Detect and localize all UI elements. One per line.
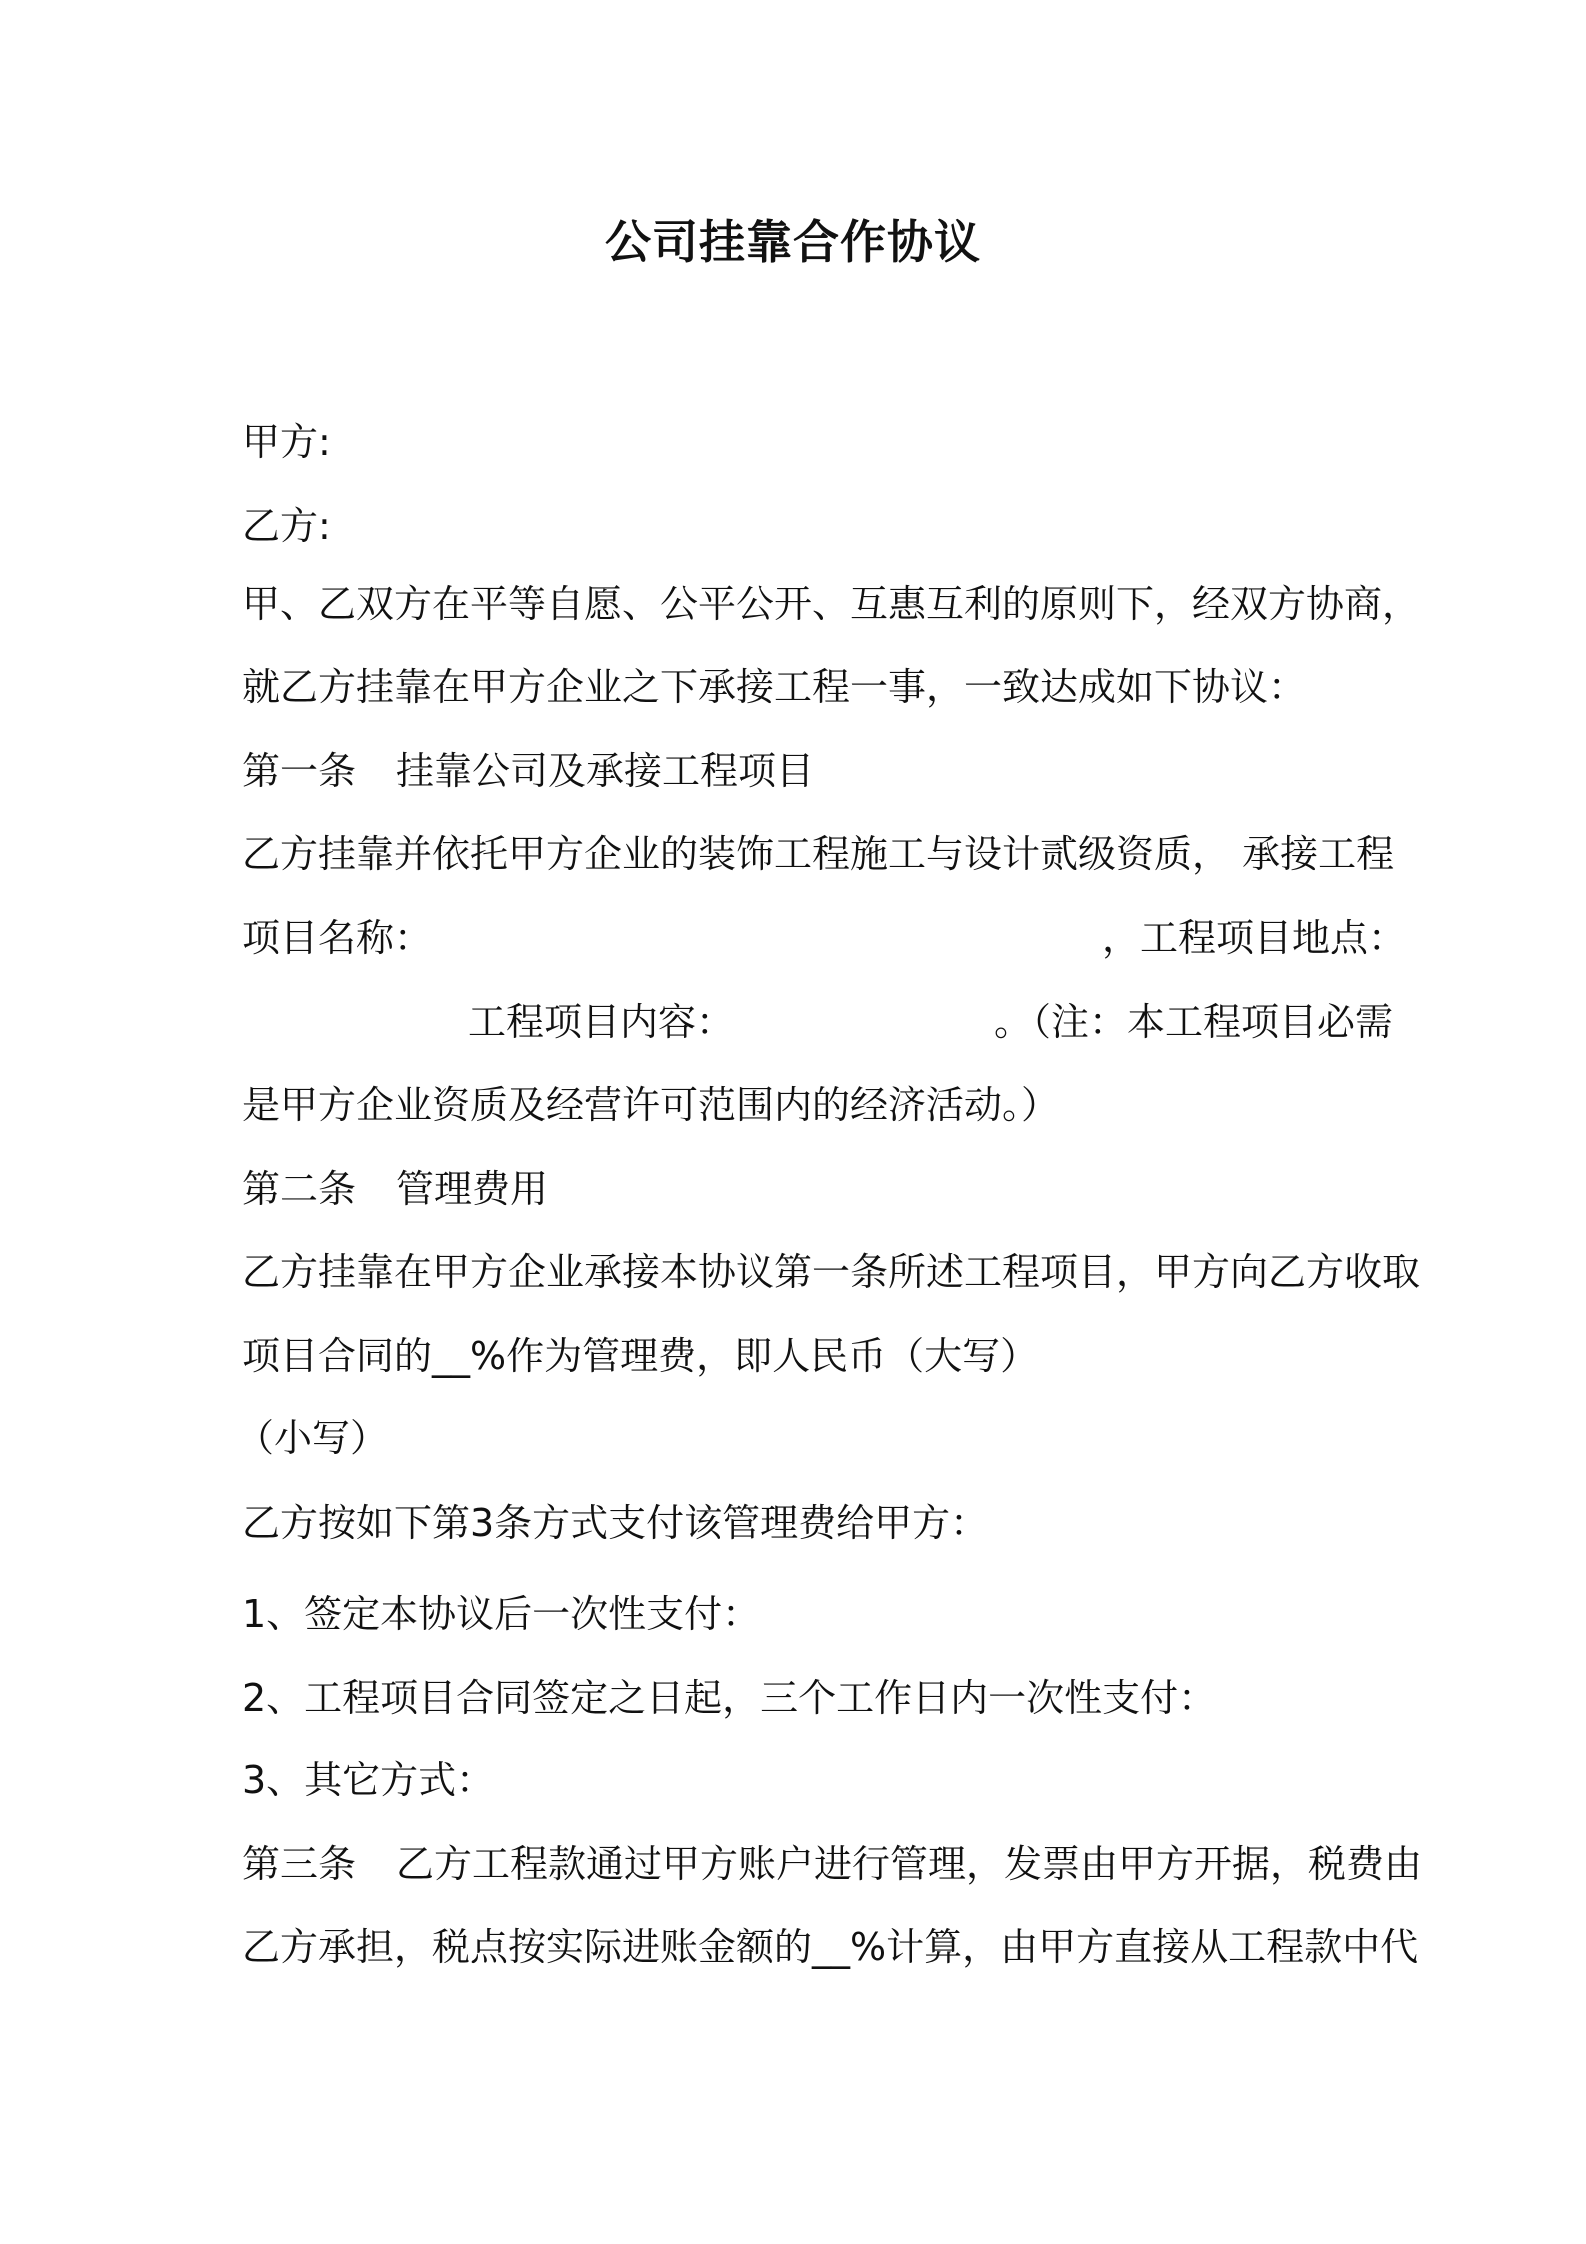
article-2-label: 第二条 [242, 1167, 357, 1211]
party-b-label: 乙方: [242, 504, 331, 548]
article-2-paragraph-4: 乙方按如下第3条方式支付该管理费给甲方： [242, 1501, 989, 1545]
payment-option-1: 1、签定本协议后一次性支付： [242, 1592, 761, 1636]
article-1-project-line [242, 913, 1407, 963]
article-1-title: 挂靠公司及承接工程项目 [396, 749, 815, 793]
article-2-paragraph-1: 乙方挂靠在甲方企业承接本协议第一条所述工程项目，甲方向乙方收取 [242, 1250, 1421, 1294]
payment-option-3: 3、其它方式： [242, 1758, 495, 1802]
article-3-paragraph-1: 乙方工程款通过甲方账户进行管理，发票由甲方开据，税费由 [396, 1842, 1423, 1886]
intro-line-2: 就乙方挂靠在甲方企业之下承接工程一事，一致达成如下协议： [242, 665, 1307, 709]
article-3-paragraph-2: 乙方承担，税点按实际进账金额的__%计算，由甲方直接从工程款中代 [242, 1925, 1419, 1969]
party-a-label: 甲方: [242, 420, 331, 464]
payment-option-2: 2、工程项目合同签定之日起，三个工作日内一次性支付： [242, 1676, 1217, 1720]
project-location-label: ，工程项目地点： [1102, 916, 1407, 960]
article-2-paragraph-3: （小写） [236, 1416, 389, 1460]
article-1-note-start: 。（注：本工程项目必需 [994, 1000, 1394, 1044]
project-name-label: 项目名称： [242, 916, 433, 960]
project-content-label: 工程项目内容： [468, 1000, 735, 1044]
article-1-note-end: 是甲方企业资质及经营许可范围内的经济活动。） [242, 1083, 1060, 1127]
document-title: 公司挂靠合作协议 [605, 215, 981, 269]
intro-line-1: 甲、乙双方在平等自愿、公平公开、互惠互利的原则下，经双方协商， [242, 582, 1421, 626]
article-2-heading [242, 1164, 548, 1214]
article-3-heading [242, 1839, 1422, 1889]
article-2-paragraph-2: 项目合同的__%作为管理费，即人民币（大写） [242, 1334, 1039, 1378]
article-1-paragraph-1: 乙方挂靠并依托甲方企业的装饰工程施工与设计贰级资质， 承接工程 [242, 832, 1395, 876]
article-3-label: 第三条 [242, 1842, 357, 1886]
article-1-heading [242, 746, 814, 796]
article-2-title: 管理费用 [396, 1167, 549, 1211]
article-1-label: 第一条 [242, 749, 357, 793]
